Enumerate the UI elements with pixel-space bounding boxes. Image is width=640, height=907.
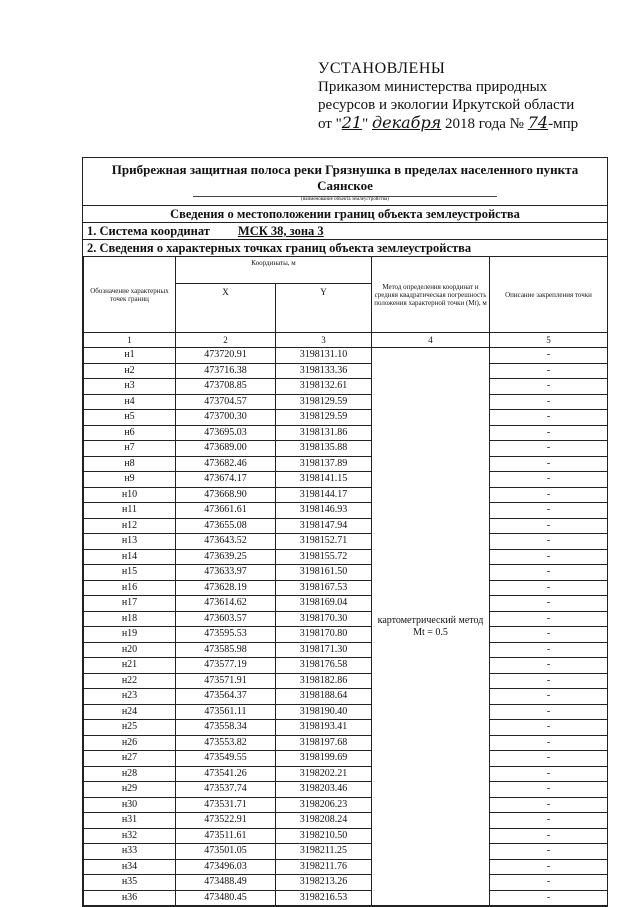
description-cell: -	[490, 689, 608, 705]
description-cell: -	[490, 596, 608, 612]
point-cell: н7	[84, 441, 176, 457]
point-cell: н16	[84, 580, 176, 596]
table-row	[84, 363, 608, 379]
order-number: 74	[527, 113, 549, 132]
table-row	[84, 859, 608, 875]
table-row	[84, 642, 608, 658]
description-cell: -	[490, 828, 608, 844]
table-row	[84, 782, 608, 798]
x-cell: 473628.19	[176, 580, 276, 596]
y-cell: 3198131.86	[276, 425, 372, 441]
point-cell: н15	[84, 565, 176, 581]
col-num-2: 2	[176, 333, 276, 348]
description-cell: -	[490, 456, 608, 472]
point-cell: н9	[84, 472, 176, 488]
y-cell: 3198146.93	[276, 503, 372, 519]
y-cell: 3198141.15	[276, 472, 372, 488]
table-row	[84, 704, 608, 720]
col-y: Y	[276, 284, 372, 333]
y-cell: 3198161.50	[276, 565, 372, 581]
point-cell: н32	[84, 828, 176, 844]
x-cell: 473577.19	[176, 658, 276, 674]
point-cell: н22	[84, 673, 176, 689]
y-cell: 3198129.59	[276, 410, 372, 426]
point-cell: н19	[84, 627, 176, 643]
y-cell: 3198137.89	[276, 456, 372, 472]
section-points: 2. Сведения о характерных точках границ объекта землеустройства	[83, 239, 607, 256]
point-cell: н6	[84, 425, 176, 441]
y-cell: 3198131.10	[276, 348, 372, 364]
x-cell: 473639.25	[176, 549, 276, 565]
x-cell: 473549.55	[176, 751, 276, 767]
col-num-3: 3	[276, 333, 372, 348]
x-cell: 473643.52	[176, 534, 276, 550]
table-row	[84, 379, 608, 395]
y-cell: 3198133.36	[276, 363, 372, 379]
x-cell: 473708.85	[176, 379, 276, 395]
x-cell: 473501.05	[176, 844, 276, 860]
x-cell: 473689.00	[176, 441, 276, 457]
x-cell: 473558.34	[176, 720, 276, 736]
description-cell: -	[490, 859, 608, 875]
col-method: Метод определения координат и средняя квадратическая погрешность положения характерной точки (Mt), м	[372, 257, 490, 333]
description-cell: -	[490, 673, 608, 689]
description-cell: -	[490, 735, 608, 751]
points-table-body	[84, 348, 608, 906]
point-cell: н28	[84, 766, 176, 782]
y-cell: 3198213.26	[276, 875, 372, 891]
section-coordinate-system	[83, 222, 607, 239]
point-cell: н29	[84, 782, 176, 798]
col-num-1: 1	[84, 333, 176, 348]
y-cell: 3198132.61	[276, 379, 372, 395]
x-cell: 473633.97	[176, 565, 276, 581]
x-cell: 473668.90	[176, 487, 276, 503]
description-cell: -	[490, 782, 608, 798]
point-cell: н36	[84, 890, 176, 906]
x-cell: 473553.82	[176, 735, 276, 751]
y-cell: 3198167.53	[276, 580, 372, 596]
x-cell: 473661.61	[176, 503, 276, 519]
point-cell: н23	[84, 689, 176, 705]
table-row	[84, 410, 608, 426]
y-cell: 3198211.25	[276, 844, 372, 860]
point-cell: н27	[84, 751, 176, 767]
description-cell: -	[490, 844, 608, 860]
description-cell: -	[490, 627, 608, 643]
description-cell: -	[490, 580, 608, 596]
table-row	[84, 658, 608, 674]
x-cell: 473603.57	[176, 611, 276, 627]
point-cell: н21	[84, 658, 176, 674]
order-day: 21	[341, 113, 363, 132]
y-cell: 3198190.40	[276, 704, 372, 720]
y-cell: 3198211.76	[276, 859, 372, 875]
y-cell: 3198170.80	[276, 627, 372, 643]
description-cell: -	[490, 410, 608, 426]
table-row	[84, 611, 608, 627]
x-cell: 473614.62	[176, 596, 276, 612]
x-cell: 473595.53	[176, 627, 276, 643]
table-row	[84, 751, 608, 767]
col-coords: Координаты, м	[176, 257, 372, 284]
point-cell: н13	[84, 534, 176, 550]
points-table	[83, 256, 608, 906]
table-row	[84, 828, 608, 844]
object-title: Прибрежная защитная полоса реки Грязнушка в пределах населенного пункта Саянское	[111, 162, 579, 193]
x-cell: 473700.30	[176, 410, 276, 426]
section1-value: МСК 38, зона 3	[237, 224, 324, 238]
x-cell: 473720.91	[176, 348, 276, 364]
y-cell: 3198203.46	[276, 782, 372, 798]
y-cell: 3198155.72	[276, 549, 372, 565]
table-row	[84, 394, 608, 410]
col-num-4: 4	[372, 333, 490, 348]
description-cell: -	[490, 751, 608, 767]
table-row	[84, 673, 608, 689]
point-cell: н35	[84, 875, 176, 891]
description-cell: -	[490, 813, 608, 829]
table-row	[84, 580, 608, 596]
point-cell: н33	[84, 844, 176, 860]
point-cell: н26	[84, 735, 176, 751]
x-cell: 473564.37	[176, 689, 276, 705]
order-suffix: -мпр	[548, 116, 579, 132]
point-cell: н31	[84, 813, 176, 829]
description-cell: -	[490, 565, 608, 581]
description-cell: -	[490, 487, 608, 503]
boundary-sheet	[82, 157, 608, 907]
y-cell: 3198202.21	[276, 766, 372, 782]
col-x: X	[176, 284, 276, 333]
y-cell: 3198169.04	[276, 596, 372, 612]
y-cell: 3198206.23	[276, 797, 372, 813]
point-cell: н14	[84, 549, 176, 565]
x-cell: 473537.74	[176, 782, 276, 798]
description-cell: -	[490, 766, 608, 782]
method-cell: картометрический метод Mt = 0.5	[372, 348, 490, 906]
description-cell: -	[490, 797, 608, 813]
description-cell: -	[490, 348, 608, 364]
table-row	[84, 875, 608, 891]
table-row	[84, 518, 608, 534]
x-cell: 473480.45	[176, 890, 276, 906]
table-row	[84, 689, 608, 705]
x-cell: 473488.49	[176, 875, 276, 891]
point-cell: н5	[84, 410, 176, 426]
table-row	[84, 565, 608, 581]
approval-line-2: ресурсов и экологии Иркутской области	[318, 97, 575, 113]
description-cell: -	[490, 549, 608, 565]
description-cell: -	[490, 518, 608, 534]
table-row	[84, 472, 608, 488]
table-row	[84, 627, 608, 643]
table-row	[84, 735, 608, 751]
col-description: Описание закрепления точки	[490, 257, 608, 333]
x-cell: 473585.98	[176, 642, 276, 658]
point-cell: н10	[84, 487, 176, 503]
table-row	[84, 890, 608, 906]
x-cell: 473695.03	[176, 425, 276, 441]
y-cell: 3198176.58	[276, 658, 372, 674]
approval-title: УСТАНОВЛЕНЫ	[318, 60, 446, 77]
approval-header	[318, 60, 618, 133]
description-cell: -	[490, 441, 608, 457]
table-row	[84, 596, 608, 612]
description-cell: -	[490, 503, 608, 519]
x-cell: 473531.71	[176, 797, 276, 813]
x-cell: 473522.91	[176, 813, 276, 829]
table-row	[84, 441, 608, 457]
x-cell: 473716.38	[176, 363, 276, 379]
x-cell: 473561.11	[176, 704, 276, 720]
y-cell: 3198197.68	[276, 735, 372, 751]
point-cell: н20	[84, 642, 176, 658]
description-cell: -	[490, 658, 608, 674]
table-row	[84, 844, 608, 860]
y-cell: 3198135.88	[276, 441, 372, 457]
point-cell: н30	[84, 797, 176, 813]
description-cell: -	[490, 890, 608, 906]
order-sep: "	[362, 116, 369, 132]
x-cell: 473682.46	[176, 456, 276, 472]
order-year: 2018 года №	[445, 116, 524, 132]
y-cell: 3198216.53	[276, 890, 372, 906]
order-month: декабря	[371, 113, 442, 132]
x-cell: 473511.61	[176, 828, 276, 844]
y-cell: 3198208.24	[276, 813, 372, 829]
table-row	[84, 797, 608, 813]
table-row	[84, 766, 608, 782]
description-cell: -	[490, 704, 608, 720]
table-row	[84, 720, 608, 736]
point-cell: н25	[84, 720, 176, 736]
y-cell: 3198147.94	[276, 518, 372, 534]
table-row	[84, 503, 608, 519]
col-num-5: 5	[490, 333, 608, 348]
point-cell: н4	[84, 394, 176, 410]
y-cell: 3198144.17	[276, 487, 372, 503]
x-cell: 473496.03	[176, 859, 276, 875]
description-cell: -	[490, 363, 608, 379]
table-row	[84, 456, 608, 472]
point-cell: н1	[84, 348, 176, 364]
description-cell: -	[490, 534, 608, 550]
approval-line-1: Приказом министерства природных	[318, 79, 548, 95]
description-cell: -	[490, 379, 608, 395]
point-cell: н8	[84, 456, 176, 472]
point-cell: н2	[84, 363, 176, 379]
description-cell: -	[490, 472, 608, 488]
point-cell: н17	[84, 596, 176, 612]
table-row	[84, 549, 608, 565]
section-main: Сведения о местоположении границ объекта землеустройства	[83, 205, 607, 222]
x-cell: 473704.57	[176, 394, 276, 410]
section1-label: 1. Система координат	[87, 224, 210, 238]
y-cell: 3198171.30	[276, 642, 372, 658]
point-cell: н12	[84, 518, 176, 534]
y-cell: 3198182.86	[276, 673, 372, 689]
table-row	[84, 487, 608, 503]
description-cell: -	[490, 611, 608, 627]
point-cell: н34	[84, 859, 176, 875]
y-cell: 3198193.41	[276, 720, 372, 736]
point-cell: н24	[84, 704, 176, 720]
order-prefix: от "	[318, 116, 342, 132]
description-cell: -	[490, 875, 608, 891]
object-caption: (наименование объекта землеустройства)	[193, 196, 497, 205]
col-designation: Обозначение характерных точек границ	[84, 257, 176, 333]
point-cell: н3	[84, 379, 176, 395]
x-cell: 473674.17	[176, 472, 276, 488]
y-cell: 3198152.71	[276, 534, 372, 550]
y-cell: 3198129.59	[276, 394, 372, 410]
description-cell: -	[490, 642, 608, 658]
description-cell: -	[490, 425, 608, 441]
x-cell: 473655.08	[176, 518, 276, 534]
table-row	[84, 348, 608, 364]
y-cell: 3198210.50	[276, 828, 372, 844]
x-cell: 473541.26	[176, 766, 276, 782]
x-cell: 473571.91	[176, 673, 276, 689]
y-cell: 3198170.30	[276, 611, 372, 627]
table-row	[84, 813, 608, 829]
point-cell: н18	[84, 611, 176, 627]
y-cell: 3198188.64	[276, 689, 372, 705]
point-cell: н11	[84, 503, 176, 519]
order-line	[318, 114, 618, 133]
description-cell: -	[490, 720, 608, 736]
description-cell: -	[490, 394, 608, 410]
y-cell: 3198199.69	[276, 751, 372, 767]
table-row	[84, 425, 608, 441]
table-row	[84, 534, 608, 550]
